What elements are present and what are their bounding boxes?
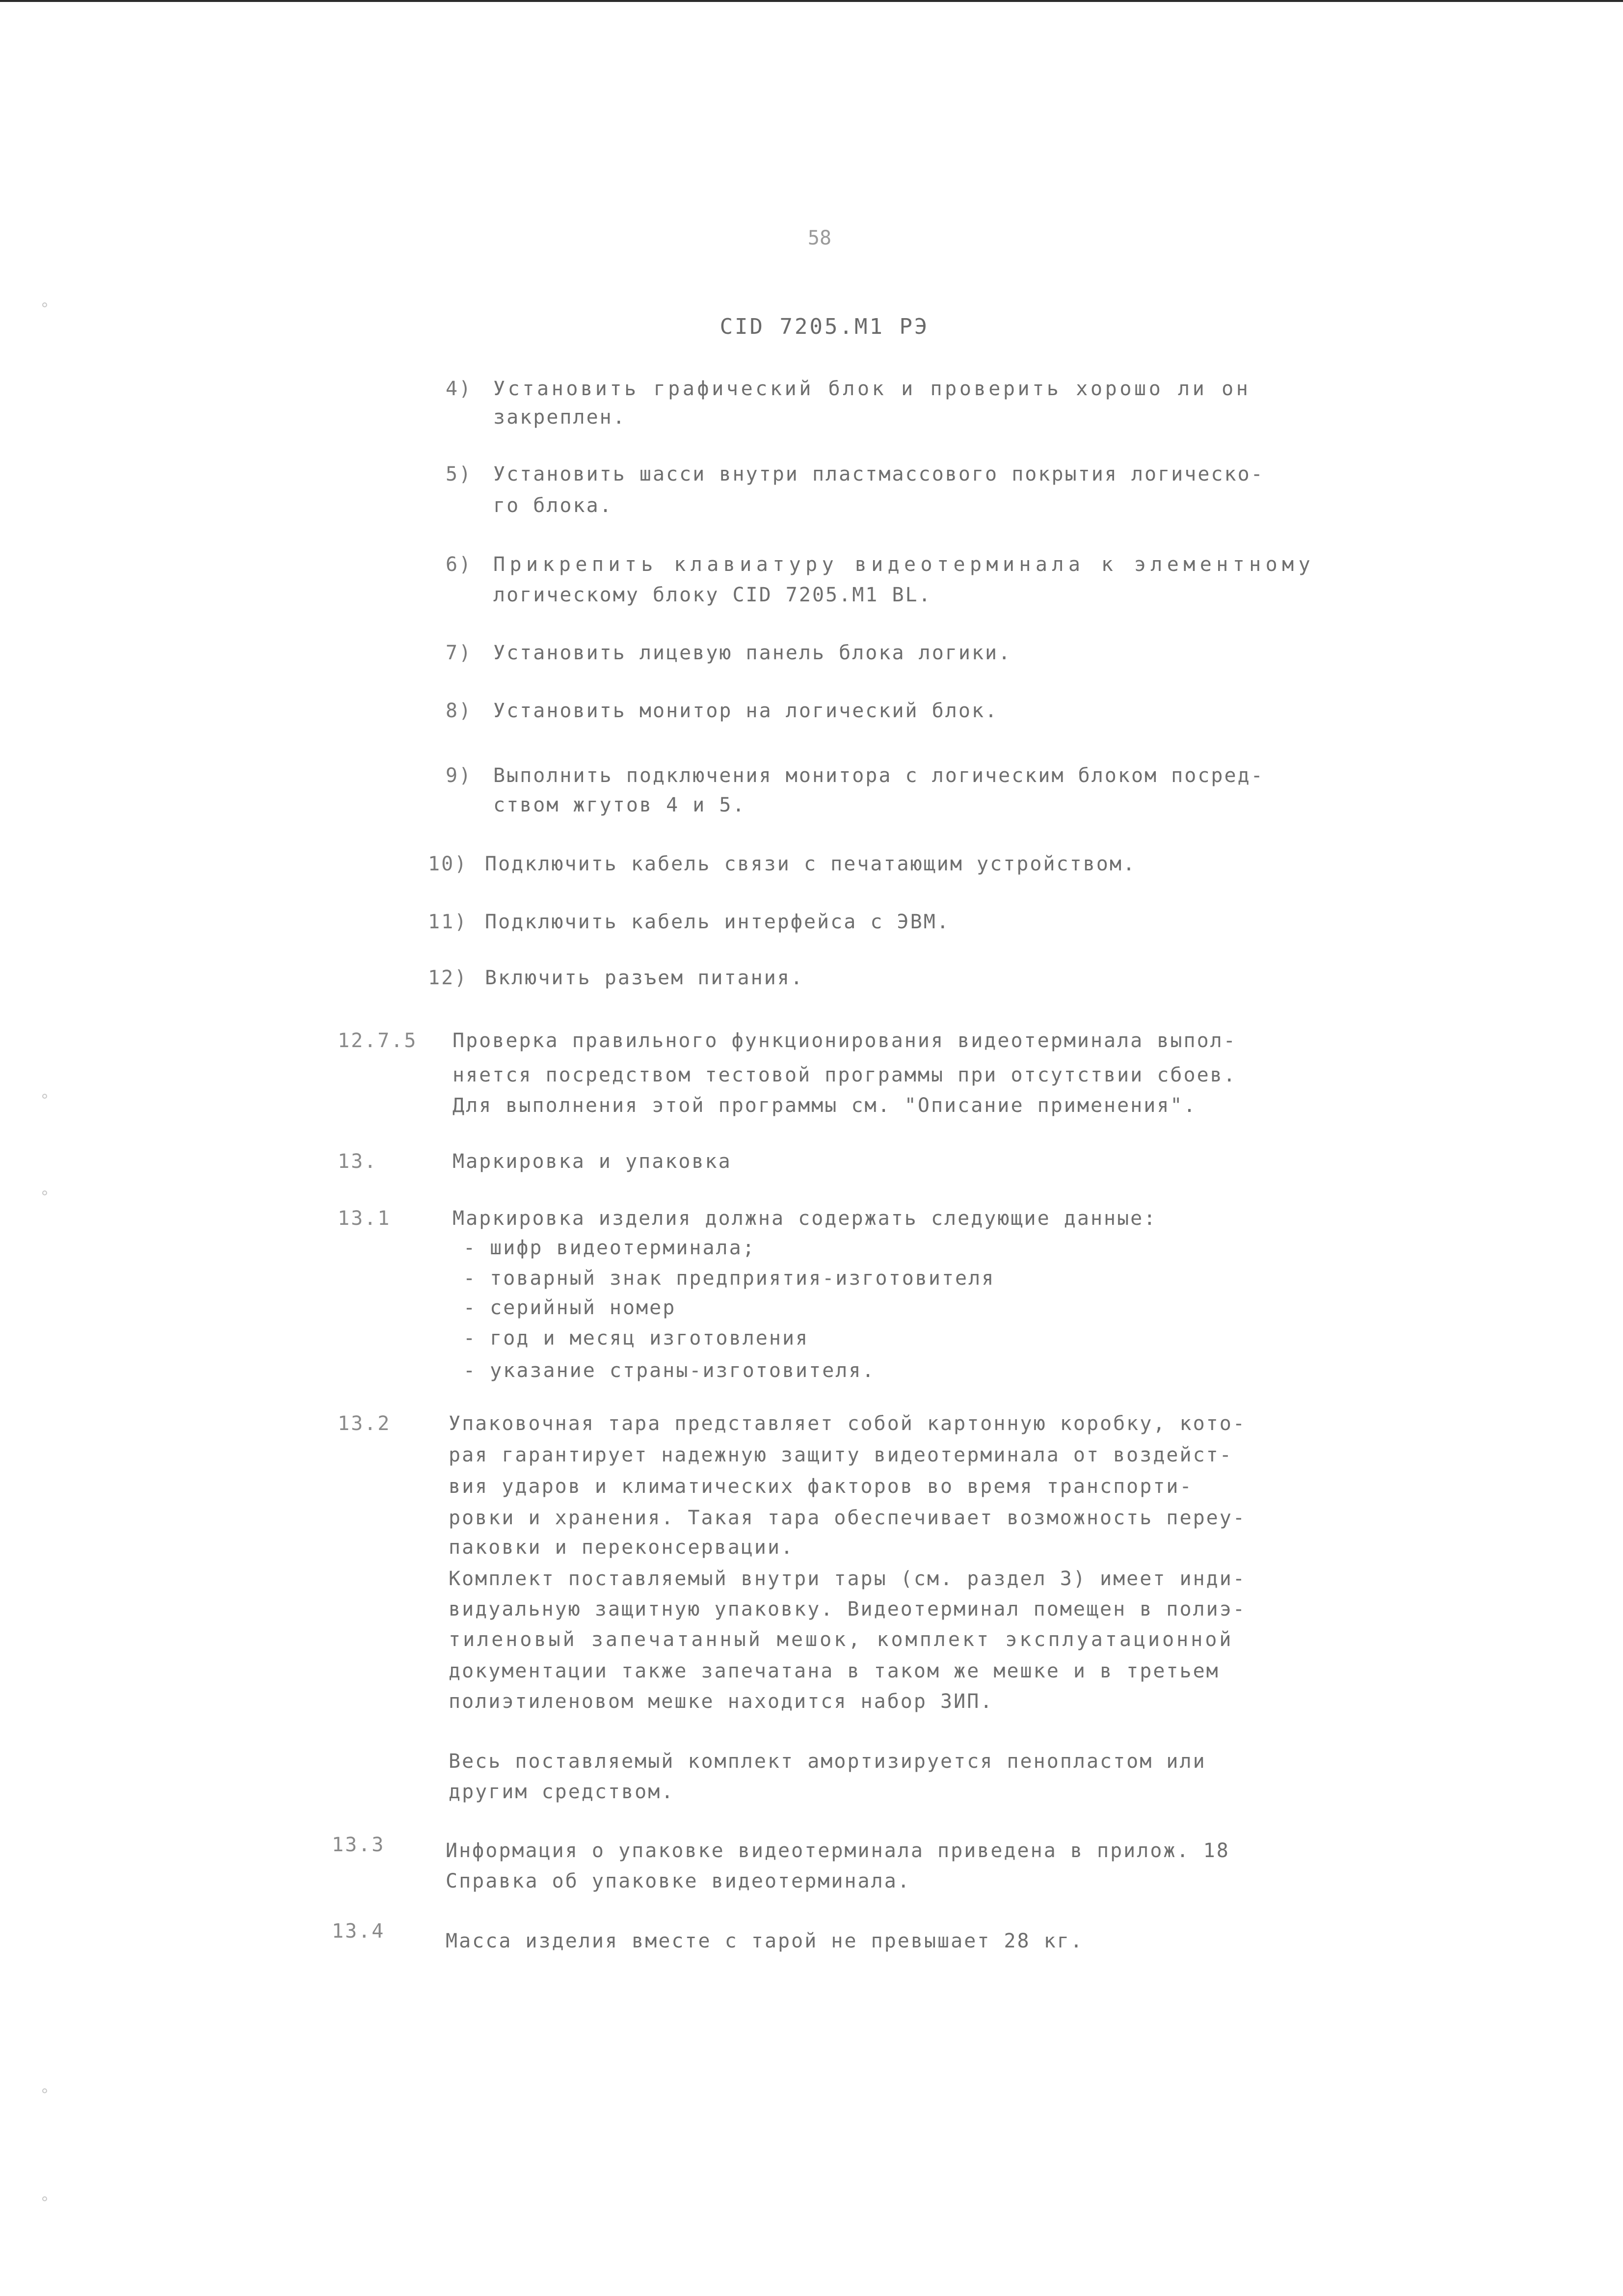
section-text-line: рая гарантирует надежную защиту видеотерминала от воздейст-: [449, 1444, 1233, 1466]
section-text-line: няется посредством тестовой программы при отсутствии сбоев.: [452, 1064, 1237, 1086]
section-text-line: Масса изделия вместе с тарой не превышает 28 кг.: [446, 1930, 1084, 1952]
section-text-line: Весь поставляемый комплект амортизируется пенопластом или: [449, 1750, 1206, 1773]
section-number: 13.1: [338, 1207, 391, 1230]
step-number: 4): [446, 378, 473, 400]
list-item: - товарный знак предприятия-изготовителя: [463, 1267, 995, 1290]
step-text-line: Прикрепить клавиатуру видеотерминала к элементному: [493, 553, 1315, 576]
margin-punch-mark: [42, 302, 47, 307]
step-text-line: Включить разъем питания.: [485, 967, 804, 989]
step-text-line: Установить лицевую панель блока логики.: [493, 642, 1012, 664]
margin-punch-mark: [42, 1094, 47, 1099]
section-text-line: ровки и хранения. Такая тара обеспечивает возможность переу-: [449, 1507, 1246, 1529]
section-text-line: тиленовый запечатанный мешок, комплект эксплуатационной: [449, 1628, 1234, 1651]
step-text-line: Выполнить подключения монитора с логическим блоком посред-: [493, 764, 1264, 787]
step-number: 9): [446, 764, 473, 787]
section-number: 13.4: [332, 1920, 385, 1943]
step-text-line: Установить шасси внутри пластмассового покрытия логическо-: [493, 463, 1264, 486]
page-number: 58: [807, 227, 832, 249]
step-text-line: го блока.: [493, 494, 613, 517]
step-number: 10): [428, 853, 468, 875]
step-text-line: ством жгутов 4 и 5.: [493, 794, 746, 816]
document-code: CID 7205.M1 РЭ: [719, 314, 930, 339]
step-text-line: Подключить кабель связи с печатающим устройством.: [485, 853, 1137, 875]
section-text-line: Справка об упаковке видеотерминала.: [446, 1870, 911, 1892]
list-item: - шифр видеотерминала;: [463, 1237, 756, 1259]
scan-top-edge: [0, 0, 1623, 2]
section-text-line: Упаковочная тара представляет собой картонную коробку, кото-: [449, 1412, 1246, 1435]
margin-punch-mark: [42, 2196, 47, 2201]
section-text-line: видуальную защитную упаковку. Видеотерминал помещен в полиэ-: [449, 1598, 1246, 1621]
section-text-line: паковки и переконсервации.: [449, 1536, 795, 1559]
section-text-line: Для выполнения этой программы см. "Описание применения".: [452, 1094, 1197, 1117]
margin-punch-mark: [42, 2088, 47, 2093]
section-text-line: Информация о упаковке видеотерминала приведена в прилож. 18: [446, 1839, 1230, 1862]
section-text-line: документации также запечатана в таком же мешке и в третьем: [449, 1660, 1220, 1682]
list-item: - указание страны-изготовителя.: [463, 1359, 876, 1382]
step-number: 8): [446, 700, 473, 722]
step-number: 5): [446, 463, 473, 486]
step-text-line: закреплен.: [493, 406, 626, 429]
section-text-line: Маркировка изделия должна содержать следующие данные:: [452, 1207, 1157, 1230]
step-text-line: Установить монитор на логический блок.: [493, 700, 999, 722]
step-text-line: Подключить кабель интерфейса с ЭВМ.: [485, 911, 950, 933]
margin-punch-mark: [42, 1190, 47, 1195]
section-number: 13.: [338, 1150, 378, 1173]
section-text-line: вия ударов и климатических факторов во время транспорти-: [449, 1475, 1193, 1498]
step-number: 7): [446, 642, 473, 664]
list-item: - серийный номер: [463, 1297, 676, 1319]
step-text-line: логическому блоку CID 7205.M1 BL.: [493, 584, 932, 606]
list-item: - год и месяц изготовления: [463, 1327, 809, 1350]
section-text-line: другим средством.: [449, 1781, 675, 1803]
section-heading: Маркировка и упаковка: [452, 1150, 732, 1173]
section-number: 13.2: [338, 1412, 391, 1435]
section-number: 12.7.5: [338, 1029, 418, 1052]
section-text-line: Проверка правильного функционирования видеотерминала выпол-: [452, 1029, 1237, 1052]
section-number: 13.3: [332, 1834, 385, 1856]
step-number: 11): [428, 911, 468, 933]
step-number: 12): [428, 967, 468, 989]
step-text-line: Установить графический блок и проверить хорошо ли он: [493, 378, 1251, 400]
step-number: 6): [446, 553, 473, 576]
section-text-line: полиэтиленовом мешке находится набор ЗИП.: [449, 1690, 994, 1713]
section-text-line: Комплект поставляемый внутри тары (см. раздел 3) имеет инди-: [449, 1567, 1246, 1590]
